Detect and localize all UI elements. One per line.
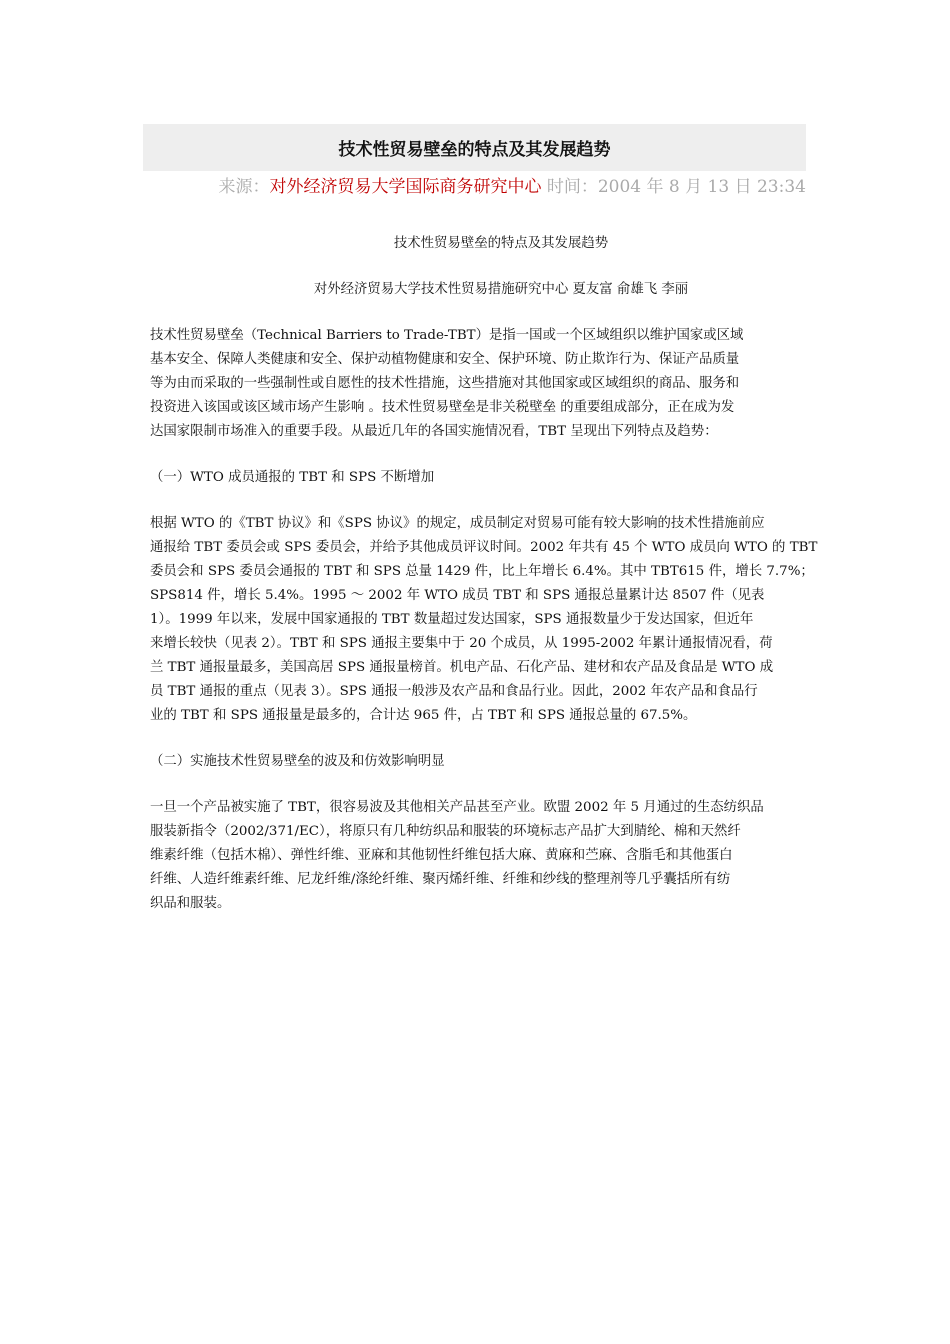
paragraph-line: 服装新指令（2002/371/EC），将原只有几种纺织品和服装的环境标志产品扩大到腈纶、棉和天然纤 <box>150 824 741 839</box>
paragraph-line: 1）。1999 年以来，发展中国家通报的 TBT 数量超过发达国家，SPS 通报数量少于发达国家，但近年 <box>150 612 754 627</box>
authors-line: 对外经济贸易大学技术性贸易措施研究中心 夏友富 俞雄飞 李丽 <box>313 282 689 297</box>
body-subtitle: 技术性贸易壁垒的特点及其发展趋势 <box>393 236 609 251</box>
intro-paragraph <box>150 324 852 444</box>
paragraph-line: 等为由而采取的一些强制性或自愿性的技术性措施，这些措施对其他国家或区域组织的商品、服务和 <box>150 376 740 391</box>
paragraph-line: 维素纤维（包括木棉）、弹性纤维、亚麻和其他韧性纤维包括大麻、黄麻和苎麻、含脂毛和其他蛋白 <box>150 848 733 863</box>
paragraph-line: SPS814 件，增长 5.4%。1995 ～ 2002 年 WTO 成员 TBT 和 SPS 通报总量累计达 8507 件（见表 <box>150 588 765 603</box>
section-heading-1: （一）WTO 成员通报的 TBT 和 SPS 不断增加 <box>150 470 435 485</box>
paragraph-line: 委员会和 SPS 委员会通报的 TBT 和 SPS 总量 1429 件，比上年增长 6.4%。其中 TBT615 件，增长 7.7%； <box>150 564 814 579</box>
paragraph-line: 员 TBT 通报的重点（见表 3）。SPS 通报一般涉及农产品和食品行业。因此，2002 年农产品和食品行 <box>150 684 758 699</box>
section-heading-2: （二）实施技术性贸易壁垒的波及和仿效影响明显 <box>150 754 445 769</box>
article-body <box>150 232 852 916</box>
paragraph-line: 技术性贸易壁垒（Technical Barriers to Trade-TBT）是指一国或一个区域组织以维护国家或区域 <box>150 328 744 343</box>
paragraph-line: 兰 TBT 通报量最多，美国高居 SPS 通报量榜首。机电产品、石化产品、建材和农产品及食品是 WTO 成 <box>150 660 774 675</box>
section-2-paragraph <box>150 796 852 916</box>
paragraph-line: 基本安全、保障人类健康和安全、保护动植物健康和安全、保护环境、防止欺诈行为、保证产品质量 <box>150 352 740 367</box>
paragraph-line: 业的 TBT 和 SPS 通报量是最多的，合计达 965 件，占 TBT 和 SPS 通报总量的 67.5%。 <box>150 708 697 723</box>
paragraph-line: 根据 WTO 的《TBT 协议》和《SPS 协议》的规定，成员制定对贸易可能有较大影响的技术性措施前应 <box>150 516 765 531</box>
paragraph-line: 织品和服装。 <box>150 896 231 911</box>
time-label: 时间： <box>546 177 598 197</box>
paragraph-line: 来增长较快（见表 2）。TBT 和 SPS 通报主要集中于 20 个成员，从 1995-2002 年累计通报情况看，荷 <box>150 636 773 651</box>
article-title: 技术性贸易壁垒的特点及其发展趋势 <box>338 140 611 160</box>
article-meta <box>143 174 806 200</box>
source-name: 对外经济贸易大学国际商务研究中心 <box>269 177 542 197</box>
section-1-paragraph <box>150 512 852 728</box>
source-label: 来源： <box>218 177 270 197</box>
paragraph-line: 投资进入该国或该区域市场产生影响 。技术性贸易壁垒是非关税壁垒 的重要组成部分，正在成为发 <box>150 400 735 415</box>
paragraph-line: 一旦一个产品被实施了 TBT，很容易波及其他相关产品甚至产业。欧盟 2002 年 5 月通过的生态纺织品 <box>150 800 764 815</box>
paragraph-line: 达国家限制市场准入的重要手段。从最近几年的各国实施情况看，TBT 呈现出下列特点及趋势： <box>150 424 718 439</box>
paragraph-line: 通报给 TBT 委员会或 SPS 委员会，并给予其他成员评议时间。2002 年共有 45 个 WTO 成员向 WTO 的 TBT <box>150 540 818 555</box>
time-value: 2004 年 8 月 13 日 23:34 <box>597 177 806 197</box>
article-title-bar <box>143 124 806 171</box>
paragraph-line: 纤维、人造纤维素纤维、尼龙纤维/涤纶纤维、聚丙烯纤维、纤维和纱线的整理剂等几乎囊括所有纺 <box>150 872 731 887</box>
